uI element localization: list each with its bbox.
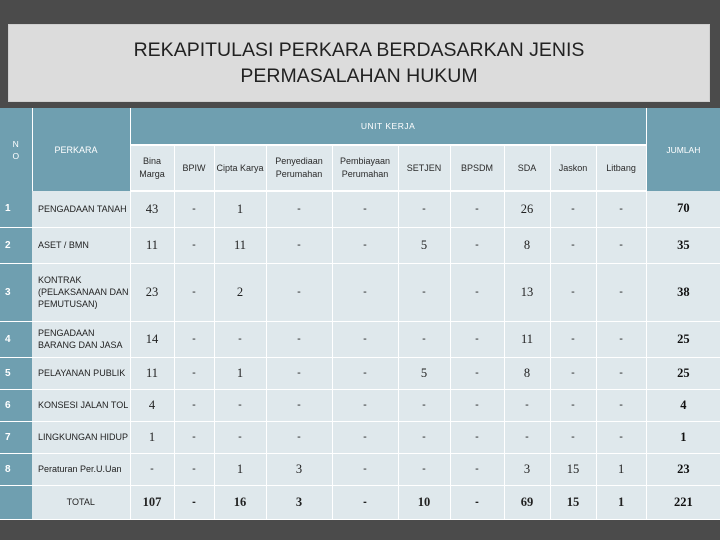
cell-value: -	[398, 453, 450, 485]
cell-value: 16	[214, 485, 266, 519]
cell-value: -	[174, 357, 214, 389]
cell-value: 1	[596, 453, 646, 485]
cell-value: 1	[214, 191, 266, 227]
cell-value: -	[174, 389, 214, 421]
header-col-4: Pembiayaan Perumahan	[332, 145, 398, 191]
cell-jumlah: 1	[646, 421, 720, 453]
table-row	[0, 263, 720, 321]
cell-value: -	[550, 227, 596, 263]
header-no	[0, 108, 32, 191]
row-number: 1	[0, 191, 32, 227]
table-row	[0, 357, 720, 389]
total-row	[0, 485, 720, 519]
row-number: 8	[0, 453, 32, 485]
cell-value: -	[332, 485, 398, 519]
cell-value: 11	[130, 357, 174, 389]
row-number	[0, 485, 32, 519]
perkara-name: Peraturan Per.U.Uan	[32, 453, 130, 485]
header-col-5: SETJEN	[398, 145, 450, 191]
title-line-1: REKAPITULASI PERKARA BERDASARKAN JENIS	[133, 39, 585, 61]
cell-value: -	[332, 421, 398, 453]
cell-value: -	[266, 421, 332, 453]
header-col-8: Jaskon	[550, 145, 596, 191]
table-row	[0, 421, 720, 453]
cell-value: 4	[130, 389, 174, 421]
cell-value: -	[550, 421, 596, 453]
cell-value: -	[130, 453, 174, 485]
perkara-name: PENGADAAN TANAH	[32, 191, 130, 227]
cell-value: -	[266, 357, 332, 389]
cell-value: -	[450, 227, 504, 263]
header-col-0: Bina Marga	[130, 145, 174, 191]
row-number: 3	[0, 263, 32, 321]
header-jumlah: JUMLAH	[646, 108, 720, 191]
cell-value: -	[174, 191, 214, 227]
cell-value: -	[504, 389, 550, 421]
header-perkara: PERKARA	[32, 108, 130, 191]
cell-value: -	[174, 227, 214, 263]
table-row	[0, 191, 720, 227]
cell-value: 10	[398, 485, 450, 519]
cell-value: 13	[504, 263, 550, 321]
cell-value: 1	[214, 453, 266, 485]
cell-value: -	[214, 421, 266, 453]
header-col-1: BPIW	[174, 145, 214, 191]
cell-value: -	[266, 227, 332, 263]
cell-value: -	[450, 453, 504, 485]
cell-value: 107	[130, 485, 174, 519]
cell-value: 23	[130, 263, 174, 321]
perkara-name: LINGKUNGAN HIDUP	[32, 421, 130, 453]
cell-value: -	[266, 389, 332, 421]
row-number: 5	[0, 357, 32, 389]
header-unit-kerja: UNIT KERJA	[130, 108, 646, 145]
cell-value: -	[550, 389, 596, 421]
perkara-name: KONTRAK (PELAKSANAAN DAN PEMUTUSAN)	[32, 263, 130, 321]
rekap-table	[0, 108, 720, 520]
cell-value: -	[174, 421, 214, 453]
cell-value: 2	[214, 263, 266, 321]
cell-value: -	[332, 321, 398, 357]
cell-value: -	[596, 263, 646, 321]
cell-value: -	[398, 389, 450, 421]
row-number: 4	[0, 321, 32, 357]
cell-value: 1	[214, 357, 266, 389]
cell-value: -	[174, 321, 214, 357]
table-row	[0, 453, 720, 485]
cell-value: -	[214, 321, 266, 357]
perkara-name: KONSESI JALAN TOL	[32, 389, 130, 421]
cell-value: -	[174, 485, 214, 519]
cell-value: 8	[504, 357, 550, 389]
cell-value: 1	[130, 421, 174, 453]
cell-jumlah: 25	[646, 321, 720, 357]
row-number: 2	[0, 227, 32, 263]
perkara-name: PENGADAAN BARANG DAN JASA	[32, 321, 130, 357]
cell-value: -	[596, 389, 646, 421]
cell-value: 3	[504, 453, 550, 485]
cell-value: -	[174, 453, 214, 485]
cell-value: -	[332, 453, 398, 485]
cell-value: -	[550, 321, 596, 357]
cell-value: -	[450, 485, 504, 519]
cell-value: 11	[214, 227, 266, 263]
cell-value: -	[398, 263, 450, 321]
cell-value: 3	[266, 485, 332, 519]
cell-value: -	[450, 389, 504, 421]
perkara-name: ASET / BMN	[32, 227, 130, 263]
cell-value: -	[596, 357, 646, 389]
header-col-6: BPSDM	[450, 145, 504, 191]
cell-jumlah: 38	[646, 263, 720, 321]
cell-value: -	[450, 421, 504, 453]
cell-value: -	[332, 357, 398, 389]
cell-value: 15	[550, 485, 596, 519]
table-row	[0, 321, 720, 357]
cell-value: 11	[130, 227, 174, 263]
table-row	[0, 227, 720, 263]
cell-value: 43	[130, 191, 174, 227]
cell-value: -	[332, 227, 398, 263]
cell-value: -	[450, 321, 504, 357]
cell-value: -	[596, 191, 646, 227]
cell-value: -	[550, 357, 596, 389]
cell-value: 69	[504, 485, 550, 519]
slide-title	[8, 24, 710, 102]
cell-value: 11	[504, 321, 550, 357]
header-col-3: Penyediaan Perumahan	[266, 145, 332, 191]
cell-value: -	[266, 321, 332, 357]
cell-value: 1	[596, 485, 646, 519]
header-col-2: Cipta Karya	[214, 145, 266, 191]
table-row	[0, 389, 720, 421]
cell-value: -	[266, 263, 332, 321]
cell-value: 5	[398, 357, 450, 389]
perkara-name: PELAYANAN PUBLIK	[32, 357, 130, 389]
cell-value: -	[398, 191, 450, 227]
cell-value: -	[450, 357, 504, 389]
cell-value: -	[550, 263, 596, 321]
total-label: TOTAL	[32, 485, 130, 519]
cell-value: -	[504, 421, 550, 453]
cell-value: -	[596, 227, 646, 263]
row-number: 6	[0, 389, 32, 421]
title-line-2: PERMASALAHAN HUKUM	[240, 65, 478, 87]
header-no-label: N O	[12, 138, 20, 161]
cell-jumlah: 221	[646, 485, 720, 519]
header-col-9: Litbang	[596, 145, 646, 191]
cell-value: 5	[398, 227, 450, 263]
cell-value: 26	[504, 191, 550, 227]
row-number: 7	[0, 421, 32, 453]
cell-jumlah: 23	[646, 453, 720, 485]
cell-value: 14	[130, 321, 174, 357]
cell-value: -	[596, 321, 646, 357]
cell-jumlah: 35	[646, 227, 720, 263]
cell-value: 8	[504, 227, 550, 263]
cell-value: 15	[550, 453, 596, 485]
cell-value: -	[550, 191, 596, 227]
cell-value: -	[214, 389, 266, 421]
cell-value: -	[596, 421, 646, 453]
cell-value: 3	[266, 453, 332, 485]
cell-value: -	[450, 263, 504, 321]
cell-value: -	[450, 191, 504, 227]
cell-value: -	[332, 389, 398, 421]
cell-value: -	[174, 263, 214, 321]
cell-jumlah: 70	[646, 191, 720, 227]
header-col-7: SDA	[504, 145, 550, 191]
cell-jumlah: 25	[646, 357, 720, 389]
cell-jumlah: 4	[646, 389, 720, 421]
cell-value: -	[266, 191, 332, 227]
cell-value: -	[332, 191, 398, 227]
cell-value: -	[398, 321, 450, 357]
cell-value: -	[398, 421, 450, 453]
cell-value: -	[332, 263, 398, 321]
